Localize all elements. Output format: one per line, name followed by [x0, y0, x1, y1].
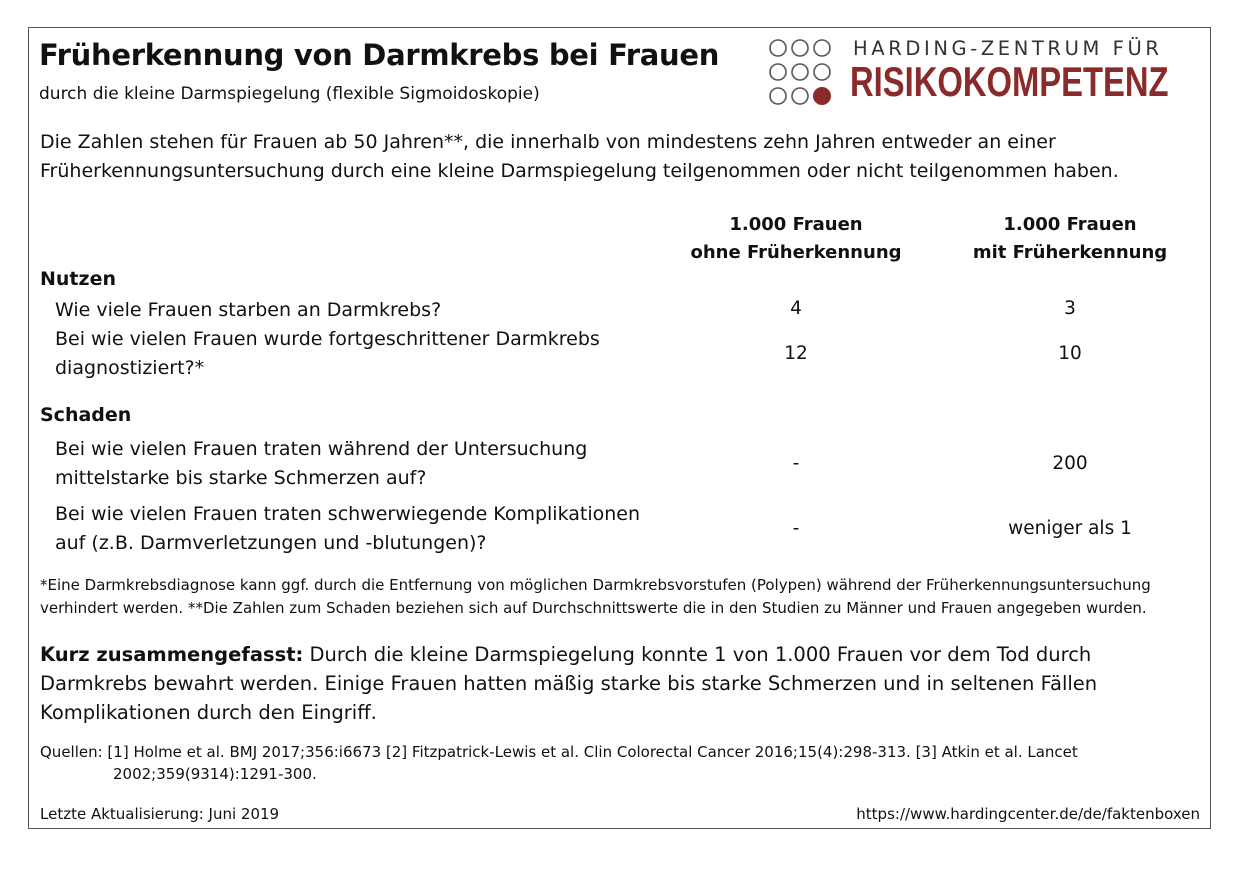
question-nutzen-1: Wie viele Frauen starben an Darmkrebs? [55, 299, 442, 321]
sources [40, 741, 1200, 785]
harding-logo [768, 37, 1200, 109]
last-updated: Letzte Aktualisierung: Juni 2019 [40, 805, 280, 823]
value-nutzen-1-with: 3 [1064, 298, 1076, 319]
question-nutzen-2: Bei wie vielen Frauen wurde fortgeschrittener Darmkrebs diagnostiziert?* [55, 328, 600, 379]
value-schaden-1-with: 200 [1052, 453, 1088, 474]
sources-line1: Quellen: [1] Holme et al. BMJ 2017;356:i6673 [2] Fitzpatrick-Lewis et al. Clin Colorectal Cancer 2016;15(4):298-313. [3] Atkin et al. Lancet [40, 743, 1078, 761]
column-header-with [920, 211, 1220, 267]
value-schaden-2-with: weniger als 1 [1008, 518, 1132, 539]
page-subtitle: durch die kleine Darmspiegelung (flexible Sigmoidoskopie) [39, 84, 540, 104]
summary [40, 640, 1200, 727]
column-header-without-line1: 1.000 Frauen [729, 214, 863, 235]
value-nutzen-2-with: 10 [1058, 343, 1082, 364]
page-title: Früherkennung von Darmkrebs bei Frauen [39, 38, 720, 72]
sources-line2: 2002;359(9314):1291-300. [113, 765, 317, 783]
value-schaden-1-without: - [792, 453, 800, 474]
question-schaden-2: Bei wie vielen Frauen traten schwerwiegende Komplikationen auf (z.B. Darmverletzungen und -blutungen)? [55, 503, 641, 554]
source-url: https://www.hardingcenter.de/de/faktenboxen [856, 805, 1200, 823]
summary-text: Durch die kleine Darmspiegelung konnte 1 von 1.000 Frauen vor dem Tod durch Darmkrebs bewahrt werden. Einige Frauen hatten mäßig starke bis starke Schmerzen und in seltenen Fällen Komplikationen durch den Eingriff. [40, 643, 1098, 724]
value-nutzen-1-without: 4 [790, 298, 802, 319]
footnote: *Eine Darmkrebsdiagnose kann ggf. durch die Entfernung von möglichen Darmkrebsvorstufen (Polypen) während der Früherkennungsuntersuchung verhindert werden. **Die Zahlen zum Schaden beziehen sich auf Durchschnittswerte die in den Studien zu Männer und Frauen angegeben wurden. [40, 576, 1151, 617]
column-header-with-line2: mit Früherkennung [972, 242, 1168, 263]
intro-text: Die Zahlen stehen für Frauen ab 50 Jahren**, die innerhalb von mindestens zehn Jahren entweder an einer Früherkennungsuntersuchung durch eine kleine Darmspiegelung teilgenommen oder nicht teilgenommen haben. [40, 131, 1119, 182]
logo-bottom-text: RISIKOKOMPETENZ [850, 58, 1169, 105]
value-nutzen-2-without: 12 [784, 343, 808, 364]
section-heading-schaden: Schaden [40, 404, 132, 426]
section-heading-nutzen: Nutzen [40, 268, 116, 290]
value-schaden-2-without: - [792, 518, 800, 539]
column-header-without [646, 211, 946, 267]
summary-label: Kurz zusammengefasst: [40, 643, 304, 666]
column-header-without-line2: ohne Früherkennung [690, 242, 902, 263]
logo-top-text: HARDING-ZENTRUM FÜR [853, 37, 1163, 60]
question-schaden-1: Bei wie vielen Frauen traten während der Untersuchung mittelstarke bis starke Schmerzen auf? [55, 438, 588, 489]
logo-circles-icon [768, 37, 848, 109]
column-header-with-line1: 1.000 Frauen [1003, 214, 1137, 235]
